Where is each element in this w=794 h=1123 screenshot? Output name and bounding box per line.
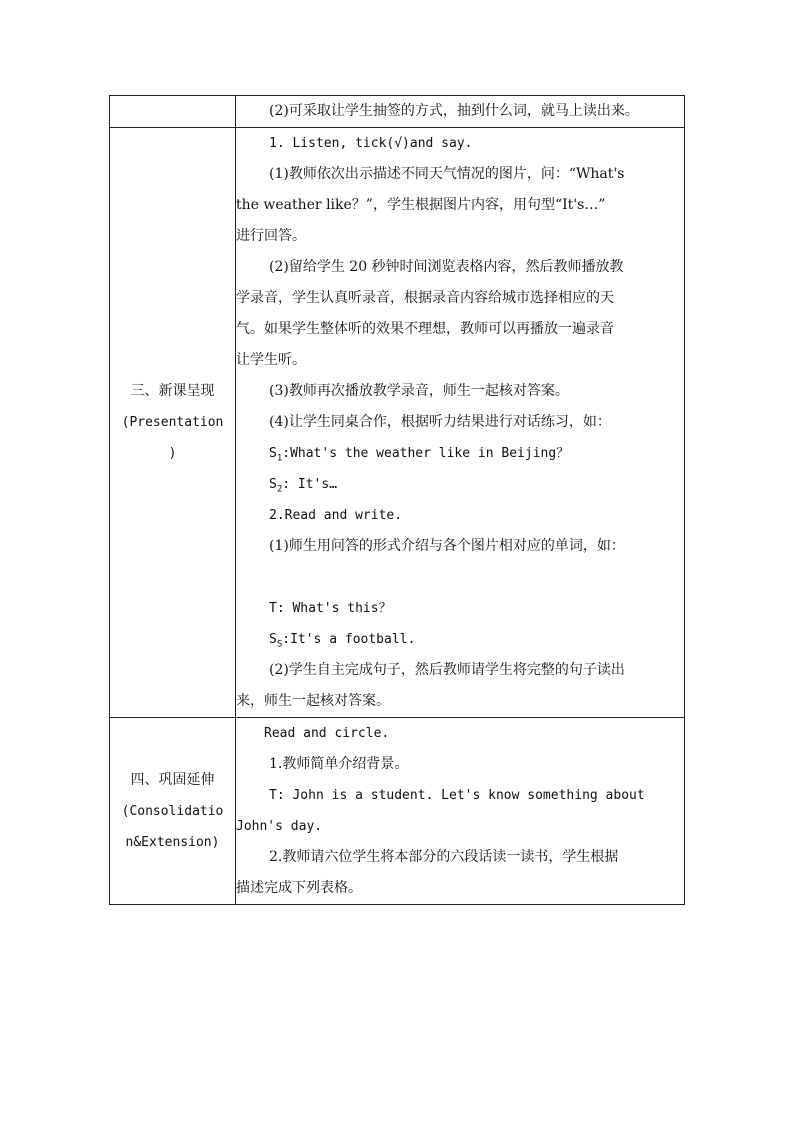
text-line: 学录音，学生认真听录音，根据录音内容给城市选择相应的天 — [236, 290, 614, 306]
text-line: 2.教师请六位学生将本部分的六段话读一读书，学生根据 — [269, 849, 619, 865]
text-line: (1)教师依次出示描述不同天气情况的图片，问：“What's — [269, 166, 625, 182]
text-line: the weather like？”，学生根据图片内容，用句型“It's…” — [236, 197, 606, 213]
text-line: 进行回答。 — [236, 228, 306, 244]
dialogue-line-t: T: What's this？ — [269, 601, 392, 616]
dialogue-line-ss: $S_S:It's$ a football. — [269, 632, 416, 650]
table-row — [110, 128, 685, 718]
section-title-en: (Consolidatio — [121, 803, 224, 819]
section-title-en-end: ) — [168, 446, 177, 461]
text-line: 2.Read and write. — [269, 508, 403, 523]
text-line: 让学生听。 — [236, 352, 306, 368]
text-line: (4)让学生同桌合作，根据听力结果进行对话练习，如： — [269, 414, 611, 430]
text-line: (2)可采取让学生抽签的方式，抽到什么词，就马上读出来。 — [269, 103, 639, 119]
text-line: (2)留给学生 20 秒钟时间浏览表格内容，然后教师播放教 — [269, 259, 624, 275]
text-line: Read and circle. — [264, 726, 390, 741]
section-label-presentation — [110, 128, 236, 718]
dialogue-line-s2: $S_2$: It's… — [269, 477, 338, 495]
text-line: (3)教师再次播放教学录音，师生一起核对答案。 — [269, 383, 569, 399]
table-row — [110, 96, 685, 128]
text-line: John's day. — [236, 819, 323, 834]
section-content-presentation — [236, 128, 685, 718]
text-line: (1)师生用问答的形式介绍与各个图片相对应的单词，如： — [269, 538, 625, 554]
section-content-consolidation — [236, 718, 685, 905]
table-row — [110, 718, 685, 905]
text-line: 1.教师简单介绍背景。 — [269, 756, 409, 772]
text-line: T: John is a student. Let's know something about — [269, 788, 645, 803]
text-line: (2)学生自主完成句子，然后教师请学生将完整的句子读出 — [269, 662, 625, 678]
lesson-plan-table — [109, 95, 685, 905]
text-line: 气。如果学生整体听的效果不理想，教师可以再播放一遍录音 — [236, 321, 614, 337]
section-title-en: (Presentation — [121, 415, 224, 430]
section-title-cn: 四、巩固延伸 — [130, 771, 215, 788]
dialogue-line-s1: $S_1:What's$ the weather like in Beijing？ — [269, 446, 570, 464]
text-line: 来，师生一起核对答案。 — [236, 693, 390, 709]
blank-line — [236, 562, 684, 593]
section-title-cn: 三、新课呈现 — [130, 383, 215, 399]
row-content — [236, 96, 685, 128]
section-label-consolidation — [110, 718, 236, 905]
text-line: 描述完成下列表格。 — [236, 880, 362, 896]
section-title-en-end: n&Extension) — [125, 834, 220, 850]
row-label-empty — [110, 96, 236, 128]
text-line: 1. Listen, tick(√)and say. — [269, 136, 473, 151]
